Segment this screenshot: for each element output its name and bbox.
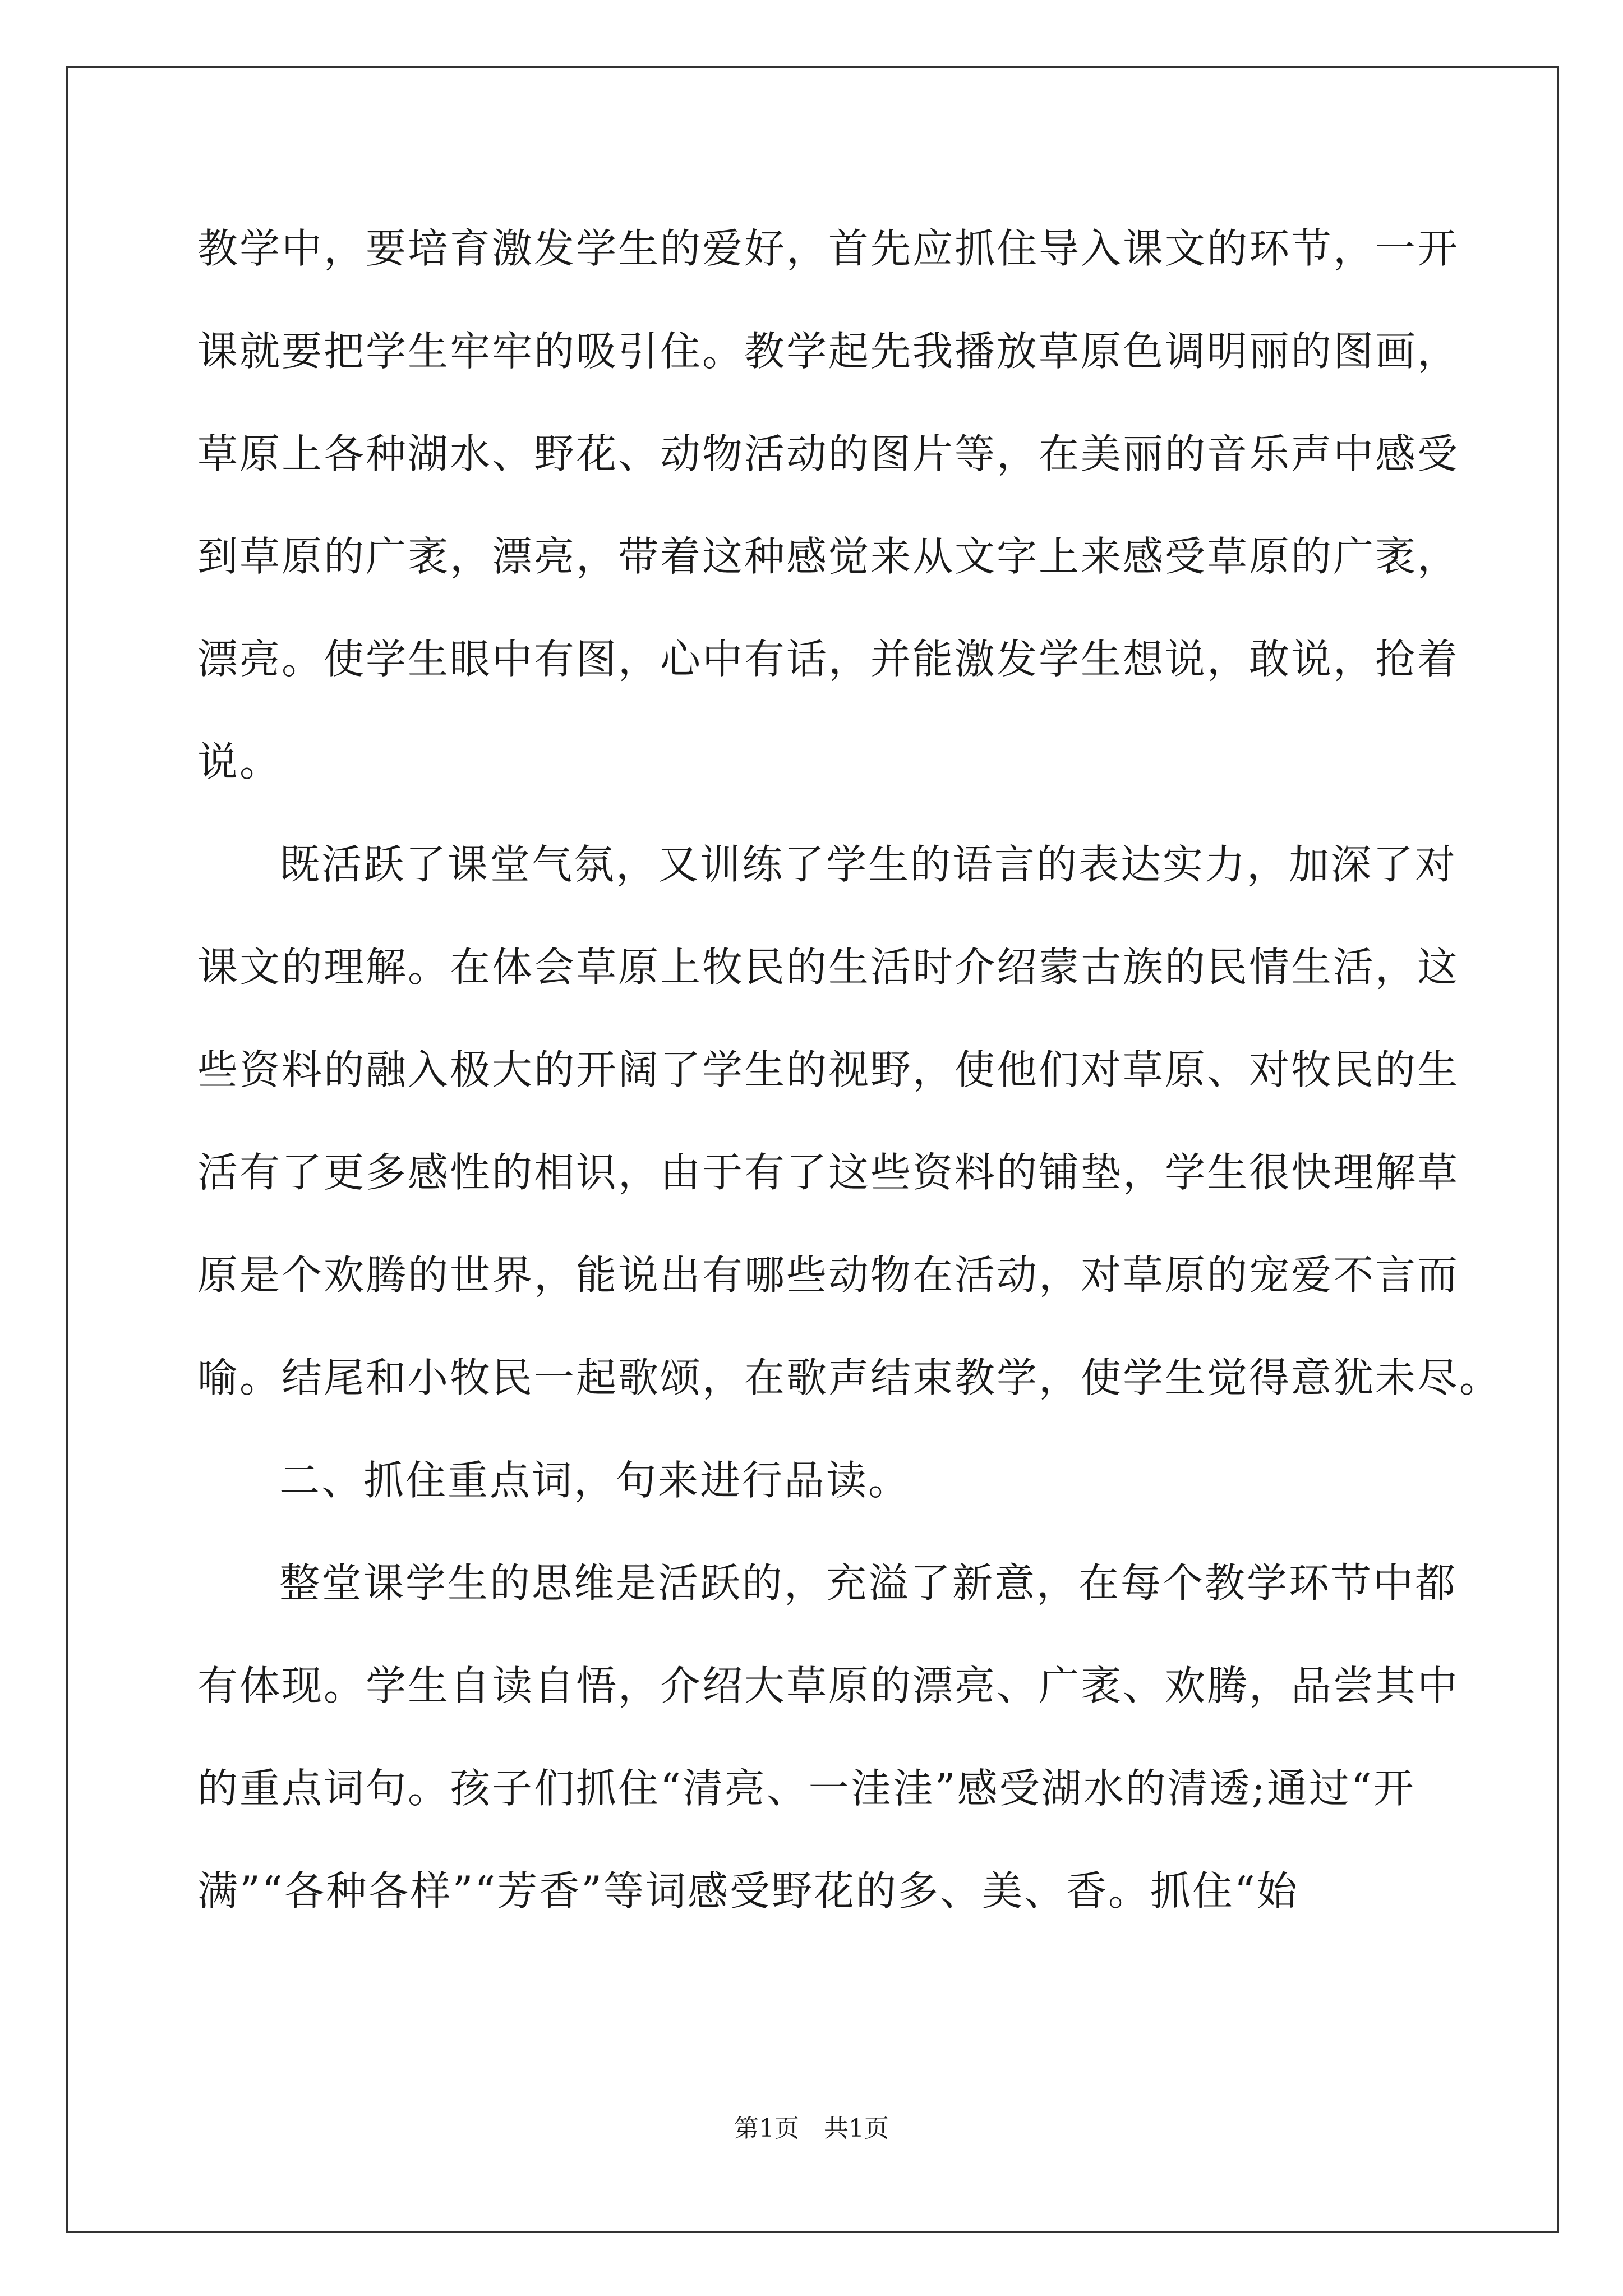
paragraph-first-line: 整堂课学生的思维是活跃的，充溢了新意，在每个教学环节中都 bbox=[279, 1559, 1458, 1607]
paragraph-first-line: 既活跃了课堂气氛，又训练了学生的语言的表达实力，加深了对 bbox=[279, 841, 1458, 888]
body-text-line: 满”“各种各样”“芳香”等词感受野花的多、美、香。抓住“始 bbox=[197, 1867, 1299, 1915]
body-text-line: 的重点词句。孩子们抓住“清亮、一洼洼”感受湖水的清透;通过“开 bbox=[197, 1765, 1415, 1812]
body-text-line: 教学中，要培育激发学生的爱好，首先应抓住导入课文的环节，一开 bbox=[197, 225, 1460, 272]
body-text-line: 草原上各种湖水、野花、动物活动的图片等，在美丽的音乐声中感受 bbox=[197, 430, 1460, 477]
body-text-line: 有体现。学生自读自悟，介绍大草原的漂亮、广袤、欢腾，品尝其中 bbox=[197, 1662, 1460, 1709]
body-text-line: 漂亮。使学生眼中有图，心中有话，并能激发学生想说，敢说，抢着 bbox=[197, 636, 1460, 683]
body-text-line: 课文的理解。在体会草原上牧民的生活时介绍蒙古族的民情生活，这 bbox=[197, 944, 1460, 991]
section-heading: 二、抓住重点词，句来进行品读。 bbox=[279, 1457, 911, 1504]
body-text-line: 课就要把学生牢牢的吸引住。教学起先我播放草原色调明丽的图画， bbox=[197, 328, 1460, 375]
body-text-line: 活有了更多感性的相识，由于有了这些资料的铺垫，学生很快理解草 bbox=[197, 1149, 1460, 1196]
page-number-footer: 第1页 共1页 bbox=[734, 2114, 889, 2143]
body-text-line: 些资料的融入极大的开阔了学生的视野，使他们对草原、对牧民的生 bbox=[197, 1046, 1460, 1093]
body-text-line: 原是个欢腾的世界，能说出有哪些动物在活动，对草原的宠爱不言而 bbox=[197, 1251, 1460, 1299]
body-text-line: 说。 bbox=[197, 738, 282, 785]
body-text-line: 到草原的广袤，漂亮，带着这种感觉来从文字上来感受草原的广袤， bbox=[197, 533, 1460, 580]
body-text-line: 喻。结尾和小牧民一起歌颂，在歌声结束教学，使学生觉得意犹未尽。 bbox=[197, 1354, 1502, 1401]
